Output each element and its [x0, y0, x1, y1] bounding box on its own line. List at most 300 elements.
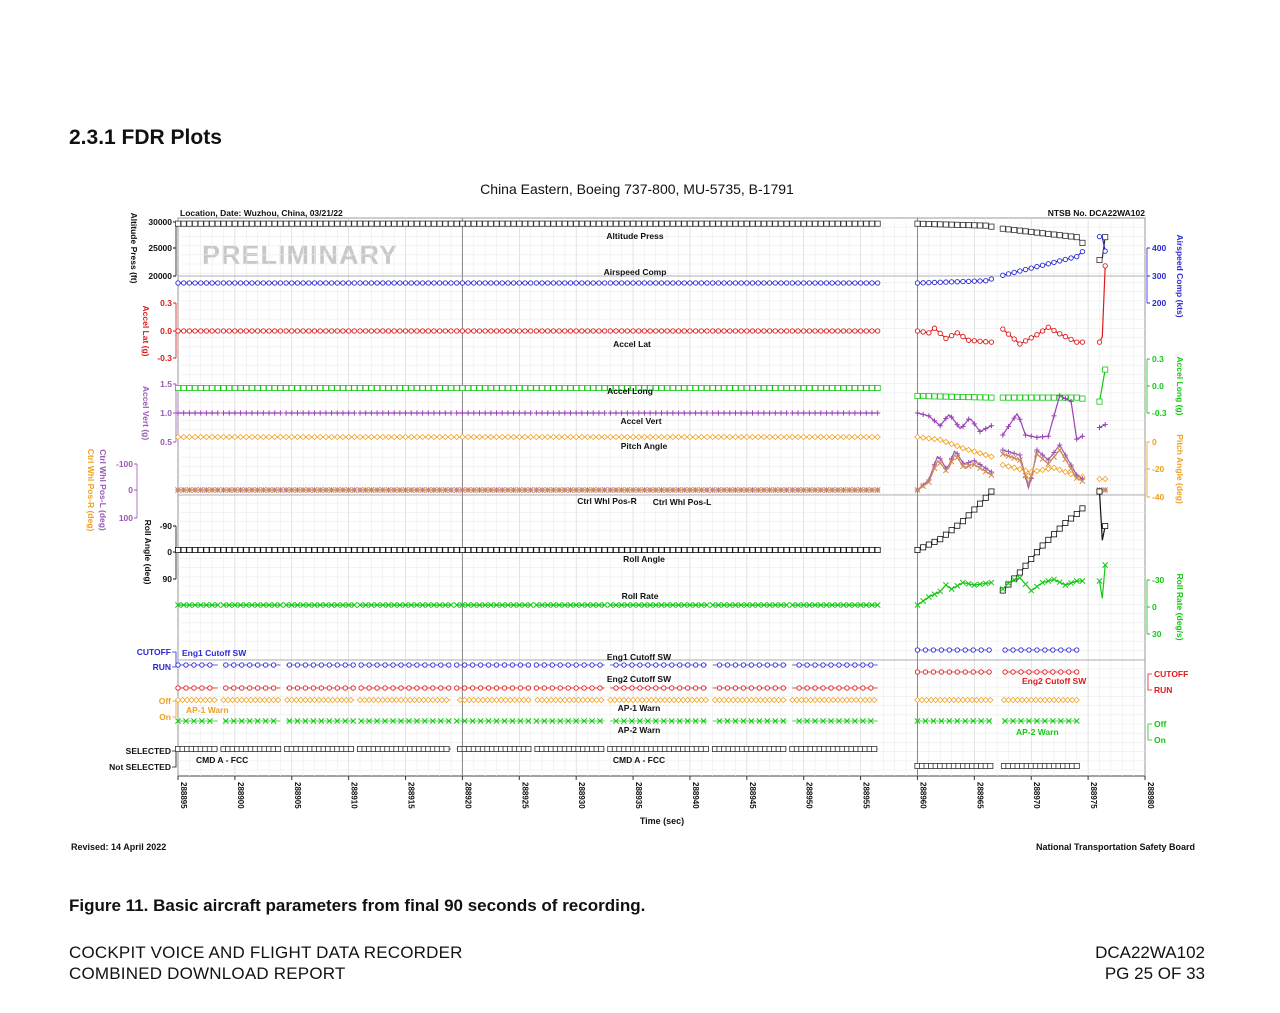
chart-point: [221, 385, 226, 390]
chart-point: [1063, 469, 1068, 474]
chart-point: [943, 532, 948, 537]
chart-point: [756, 329, 760, 333]
chart-point: [939, 648, 943, 652]
x-tick-label: 288980: [1146, 782, 1155, 809]
chart-point: [989, 423, 994, 428]
chart-point: [987, 648, 991, 652]
chart-point: [403, 221, 408, 226]
chart-point: [381, 281, 385, 285]
chart-point: [943, 222, 948, 227]
chart-point: [477, 385, 482, 390]
chart-point: [176, 281, 180, 285]
chart-point: [181, 281, 185, 285]
chart-point: [622, 663, 626, 667]
altitude-axis-label: Altitude Press (ft): [129, 212, 139, 284]
chart-point: [613, 547, 618, 552]
chart-point: [869, 385, 874, 390]
chart-point: [542, 686, 546, 690]
chart-point: [261, 547, 266, 552]
chart-point: [255, 281, 259, 285]
chart-point: [819, 329, 823, 333]
chart-point: [646, 686, 650, 690]
chart-point: [271, 686, 275, 690]
chart-point: [773, 547, 778, 552]
agency-name: National Transportation Safety Board: [1036, 842, 1196, 852]
chart-point: [1075, 254, 1079, 258]
pitch-axis-tick-label: 0: [1152, 437, 1157, 447]
airspeed-axis-tick-label: 300: [1152, 271, 1167, 281]
chart-point: [407, 663, 411, 667]
chart-point: [181, 221, 186, 226]
chart-point: [807, 329, 811, 333]
chart-point: [557, 385, 562, 390]
airspeed-axis-tick-label: 400: [1152, 243, 1167, 253]
cmd-axis-state-1: SELECTED: [125, 746, 171, 756]
chart-point: [431, 221, 436, 226]
chart-point: [488, 221, 493, 226]
chart-point: [841, 281, 845, 285]
discrete-ap-2-warn: [175, 718, 1079, 723]
chart-point: [284, 329, 288, 333]
chart-point: [978, 279, 982, 283]
chart-point: [208, 663, 212, 667]
chart-point: [961, 334, 965, 338]
chart-point: [460, 221, 465, 226]
chart-point: [448, 221, 453, 226]
chart-point: [1046, 325, 1050, 329]
chart-point: [1023, 432, 1028, 437]
chart-point: [1019, 670, 1023, 674]
x-tick-label: 288945: [747, 782, 757, 809]
chart-point: [938, 280, 942, 284]
chart-point: [608, 547, 613, 552]
chart-point: [289, 385, 294, 390]
chart-point: [596, 547, 601, 552]
chart-point: [1035, 333, 1039, 337]
chart-point: [232, 547, 237, 552]
chart-point: [1040, 395, 1045, 400]
chart-point: [938, 394, 943, 399]
chart-point: [944, 280, 948, 284]
chart-point: [1001, 327, 1005, 331]
footer-case-number: DCA22WA102: [1095, 943, 1205, 962]
chart-point: [722, 329, 726, 333]
chart-point: [591, 221, 596, 226]
chart-point: [602, 329, 606, 333]
accel-lat-axis-label: Accel Lat (g): [141, 305, 151, 357]
chart-point: [289, 221, 294, 226]
chart-point: [1034, 468, 1039, 473]
chart-point: [1069, 256, 1073, 260]
chart-point: [1080, 340, 1084, 344]
chart-point: [204, 281, 208, 285]
chart-point: [802, 281, 806, 285]
chart-point: [869, 547, 874, 552]
chart-point: [267, 329, 271, 333]
chart-point: [725, 686, 729, 690]
chart-point: [358, 329, 362, 333]
chart-point: [665, 281, 669, 285]
chart-point: [614, 329, 618, 333]
chart-point: [284, 281, 288, 285]
chart-point: [638, 686, 642, 690]
chart-point: [778, 385, 783, 390]
chart-point: [216, 281, 220, 285]
chart-point: [585, 281, 589, 285]
chart-point: [210, 329, 214, 333]
chart-point: [1035, 670, 1039, 674]
chart-point: [670, 663, 674, 667]
chart-point: [574, 547, 579, 552]
chart-point: [227, 281, 231, 285]
chart-point: [176, 663, 180, 667]
chart-point: [210, 221, 215, 226]
chart-point: [932, 592, 937, 597]
chart-point: [1017, 570, 1022, 575]
chart-point: [542, 663, 546, 667]
chart-point: [931, 648, 935, 652]
chart-point: [625, 281, 629, 285]
chart-point: [244, 221, 249, 226]
chart-point: [364, 329, 368, 333]
chart-point: [238, 329, 242, 333]
chart-point: [329, 547, 334, 552]
chart-point: [1012, 337, 1016, 341]
chart-point: [437, 385, 442, 390]
chart-point: [272, 547, 277, 552]
chart-point: [539, 385, 544, 390]
chart-point: [790, 547, 795, 552]
chart-point: [767, 281, 771, 285]
chart-point: [414, 385, 419, 390]
chart-point: [836, 281, 840, 285]
chart-point: [369, 329, 373, 333]
x-tick-label: 288925: [520, 782, 530, 809]
chart-point: [414, 547, 419, 552]
chart-point: [784, 221, 789, 226]
chart-point: [637, 281, 641, 285]
chart-point: [852, 547, 857, 552]
chart-point: [278, 547, 283, 552]
chart-point: [837, 686, 841, 690]
chart-point: [392, 547, 397, 552]
chart-point: [750, 281, 754, 285]
chart-point: [193, 329, 197, 333]
chart-point: [654, 329, 658, 333]
chart-point: [335, 385, 340, 390]
chart-point: [198, 221, 203, 226]
chart-point: [255, 385, 260, 390]
chart-point: [704, 221, 709, 226]
chart-point: [599, 746, 604, 751]
chart-point: [386, 385, 391, 390]
chart-point: [1097, 399, 1102, 404]
chart-point: [938, 537, 943, 542]
chart-point: [574, 221, 579, 226]
chart-point: [283, 385, 288, 390]
chart-point: [582, 686, 586, 690]
chart-point: [397, 547, 402, 552]
chart-point: [192, 663, 196, 667]
chart-point: [765, 686, 769, 690]
chart-point: [1057, 332, 1061, 336]
chart-point: [1029, 336, 1033, 340]
chart-point: [488, 547, 493, 552]
chart-point: [528, 329, 532, 333]
x-tick-label: 288920: [463, 782, 473, 809]
chart-point: [301, 221, 306, 226]
accel-vert-axis-tick-label: 1.5: [160, 379, 172, 389]
chart-point: [716, 547, 721, 552]
chart-point: [184, 663, 188, 667]
chart-point: [247, 686, 251, 690]
chart-point: [329, 385, 334, 390]
chart-point: [756, 221, 761, 226]
chart-point: [1023, 395, 1028, 400]
chart-point: [1103, 235, 1108, 240]
chart-point: [642, 281, 646, 285]
chart-point: [563, 329, 567, 333]
chart-point: [447, 686, 451, 690]
chart-point: [369, 281, 373, 285]
chart-point: [181, 385, 186, 390]
chart-point: [921, 598, 926, 603]
chart-point: [875, 281, 879, 285]
chart-point: [439, 663, 443, 667]
chart-point: [1034, 395, 1039, 400]
chart-point: [380, 547, 385, 552]
chart-point: [1006, 332, 1010, 336]
series-roll-angle: [175, 489, 1107, 593]
chart-point: [307, 329, 311, 333]
figure-caption: Figure 11. Basic aircraft parameters from final 90 seconds of recording.: [69, 896, 646, 915]
chart-point: [437, 329, 441, 333]
chart-point: [955, 648, 959, 652]
chart-point: [682, 221, 687, 226]
chart-point: [779, 329, 783, 333]
chart-point: [687, 547, 692, 552]
chart-point: [455, 686, 459, 690]
chart-point: [853, 329, 857, 333]
chart-point: [471, 221, 476, 226]
chart-point: [238, 281, 242, 285]
chart-point: [545, 221, 550, 226]
chart-point: [204, 221, 209, 226]
chart-point: [199, 281, 203, 285]
chart-point: [546, 329, 550, 333]
chart-point: [671, 281, 675, 285]
chart-point: [318, 221, 323, 226]
chart-point: [710, 221, 715, 226]
chart-point: [415, 686, 419, 690]
chart-point: [215, 385, 220, 390]
chart-point: [926, 542, 931, 547]
chart-point: [781, 746, 786, 751]
chart-point: [960, 446, 965, 451]
chart-point: [466, 385, 471, 390]
chart-point: [301, 281, 305, 285]
chart-point: [756, 281, 760, 285]
chart-point: [193, 281, 197, 285]
accel-long-axis-tick-label: 0.3: [1152, 354, 1164, 364]
chart-point: [255, 547, 260, 552]
chart-point: [654, 663, 658, 667]
chart-point: [812, 385, 817, 390]
chart-point: [505, 221, 510, 226]
chart-point: [1029, 266, 1033, 270]
chart-point: [830, 281, 834, 285]
chart-point: [568, 329, 572, 333]
chart-point: [727, 221, 732, 226]
chart-point: [960, 394, 965, 399]
chart-point: [835, 385, 840, 390]
chart-point: [870, 281, 874, 285]
chart-point: [357, 547, 362, 552]
chart-point: [1063, 233, 1068, 238]
chart-point: [841, 547, 846, 552]
chart-point: [1074, 511, 1079, 516]
chart-point: [359, 663, 363, 667]
chart-point: [685, 663, 689, 667]
chart-point: [802, 329, 806, 333]
ctrl-whl-axis-tick-label: 0: [128, 485, 133, 495]
chart-point: [224, 663, 228, 667]
pitch-axis-label: Pitch Angle (deg): [1175, 434, 1185, 504]
chart-point: [582, 663, 586, 667]
chart-point: [574, 686, 578, 690]
chart-point: [340, 385, 345, 390]
chart-point: [949, 394, 954, 399]
chart-point: [175, 385, 180, 390]
chart-point: [574, 385, 579, 390]
chart-point: [938, 331, 942, 335]
chart-point: [741, 686, 745, 690]
chart-point: [175, 221, 180, 226]
chart-point: [477, 547, 482, 552]
x-tick-label: 288950: [804, 782, 814, 809]
chart-point: [494, 547, 499, 552]
chart-point: [977, 451, 982, 456]
chart-point: [1051, 532, 1056, 537]
chart-point: [374, 221, 379, 226]
chart-point: [757, 686, 761, 690]
chart-point: [653, 221, 658, 226]
chart-point: [756, 385, 761, 390]
chart-point: [979, 670, 983, 674]
chart-point: [431, 385, 436, 390]
chart-point: [437, 221, 442, 226]
chart-point: [659, 221, 664, 226]
chart-point: [676, 385, 681, 390]
chart-point: [510, 663, 514, 667]
chart-point: [938, 222, 943, 227]
chart-point: [551, 281, 555, 285]
chart-point: [568, 385, 573, 390]
chart-point: [200, 663, 204, 667]
chart-point: [367, 663, 371, 667]
chart-point: [966, 279, 970, 283]
eng1-left-label: Eng1 Cutoff SW: [182, 648, 247, 658]
chart-point: [728, 281, 732, 285]
chart-point: [971, 648, 975, 652]
chart-point: [1006, 272, 1010, 276]
chart-point: [921, 394, 926, 399]
series-line: [178, 266, 1105, 344]
chart-point: [741, 663, 745, 667]
chart-point: [472, 329, 476, 333]
chart-point: [574, 329, 578, 333]
chart-point: [1059, 648, 1063, 652]
chart-point: [500, 547, 505, 552]
chart-point: [693, 686, 697, 690]
chart-point: [821, 686, 825, 690]
chart-point: [921, 412, 926, 417]
chart-point: [955, 331, 959, 335]
chart-point: [1043, 648, 1047, 652]
chart-point: [805, 663, 809, 667]
ap1-axis-bracket: [172, 701, 176, 717]
chart-point: [562, 221, 567, 226]
footer-right: [1095, 942, 1205, 984]
chart-point: [699, 385, 704, 390]
chart-point: [420, 547, 425, 552]
chart-point: [266, 385, 271, 390]
chart-point: [460, 547, 465, 552]
chart-point: [295, 663, 299, 667]
chart-point: [676, 221, 681, 226]
chart-point: [619, 281, 623, 285]
chart-point: [939, 670, 943, 674]
chart-point: [1080, 240, 1085, 245]
chart-point: [1023, 339, 1027, 343]
chart-point: [630, 663, 634, 667]
ap1-left-label: AP-1 Warn: [186, 705, 229, 715]
chart-point: [699, 281, 703, 285]
chart-point: [602, 547, 607, 552]
chart-point: [670, 547, 675, 552]
chart-point: [318, 281, 322, 285]
chart-point: [949, 441, 954, 446]
chart-point: [352, 329, 356, 333]
chart-point: [824, 281, 828, 285]
chart-point: [363, 221, 368, 226]
chart-point: [364, 281, 368, 285]
chart-point: [546, 281, 550, 285]
chart-point: [1057, 259, 1061, 263]
chart-point: [454, 221, 459, 226]
chart-point: [1080, 506, 1085, 511]
chart-point: [932, 539, 937, 544]
chart-point: [1051, 413, 1056, 418]
chart-point: [1001, 273, 1005, 277]
chart-point: [341, 281, 345, 285]
chart-point: [710, 547, 715, 552]
chart-point: [380, 221, 385, 226]
chart-point: [987, 670, 991, 674]
chart-point: [477, 329, 481, 333]
chart-point: [1067, 648, 1071, 652]
chart-point: [728, 329, 732, 333]
chart-point: [1017, 395, 1022, 400]
chart-point: [534, 281, 538, 285]
chart-point: [327, 663, 331, 667]
chart-point: [470, 663, 474, 667]
chart-point: [847, 281, 851, 285]
altitude-axis-tick-label: 20000: [148, 271, 172, 281]
fdr-chart-svg: [0, 170, 1280, 840]
chart-point: [703, 746, 708, 751]
chart-point: [528, 385, 533, 390]
